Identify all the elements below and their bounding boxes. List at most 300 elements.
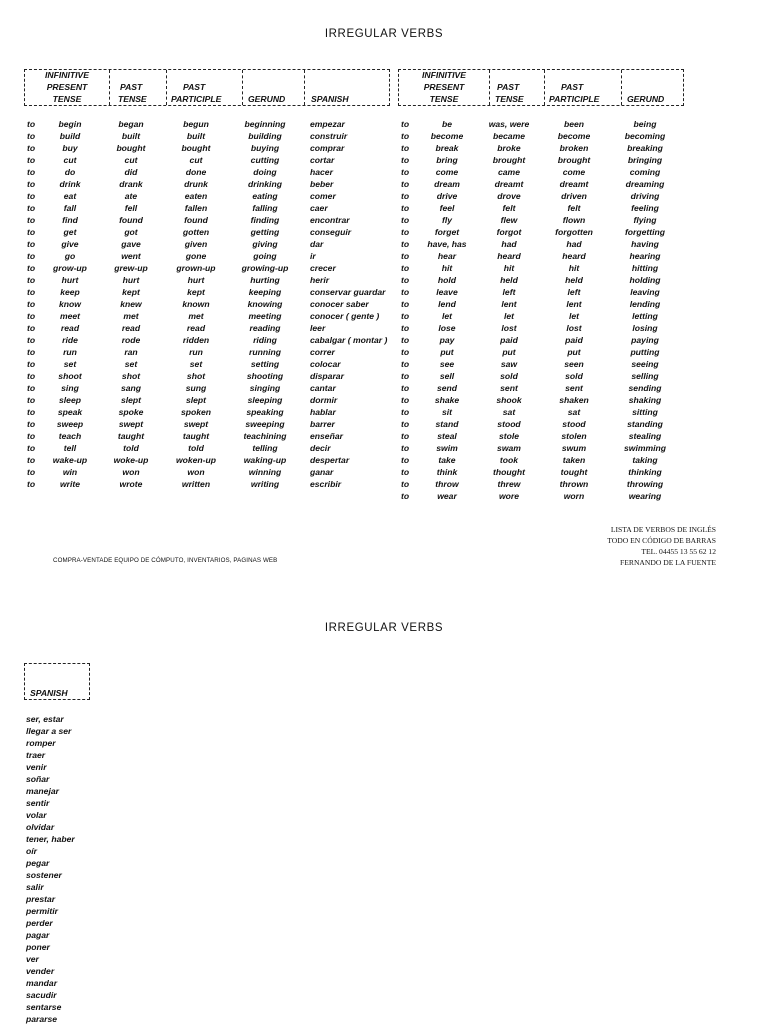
header-label: TENSE (429, 94, 459, 104)
past-participle-cell: swum (561, 443, 587, 453)
infinitive-cell: lose (438, 323, 456, 333)
to-label: to (27, 215, 36, 225)
spanish-cell: disparar (310, 371, 344, 381)
gerund-cell: becoming (624, 131, 666, 141)
header-label: TENSE (495, 94, 524, 104)
to-label: to (401, 467, 410, 477)
past-participle-cell: left (567, 287, 581, 297)
to-label: to (401, 287, 410, 297)
spanish-cell: comer (310, 191, 336, 201)
past-participle-cell: told (188, 443, 204, 453)
spanish-cell: cortar (310, 155, 335, 165)
gerund-cell: throwing (626, 479, 664, 489)
infinitive-cell: sweep (56, 419, 84, 429)
to-label: to (27, 323, 36, 333)
list-item: olvidar (26, 822, 55, 832)
past-participle-cell: forgotten (555, 227, 593, 237)
table-row (0, 382, 768, 394)
past-participle-cell: taken (562, 455, 586, 465)
gerund-cell: cutting (250, 155, 280, 165)
past-participle-cell: shot (186, 371, 206, 381)
table-row (0, 406, 768, 418)
to-label: to (27, 131, 36, 141)
spanish-cell: leer (310, 323, 326, 333)
gerund-cell: forgetting (624, 227, 666, 237)
footer-right-line: FERNANDO DE LA FUENTE (620, 558, 716, 567)
to-label: to (27, 455, 36, 465)
past-participle-cell: ridden (182, 335, 210, 345)
gerund-cell: feeling (631, 203, 659, 213)
gerund-cell: wearing (628, 491, 662, 501)
gerund-cell: doing (253, 167, 277, 177)
gerund-cell: reading (249, 323, 281, 333)
past-tense-cell: had (501, 239, 517, 249)
infinitive-cell: run (63, 347, 77, 357)
table-row (0, 202, 768, 214)
past-tense-cell: broke (497, 143, 521, 153)
to-label: to (401, 119, 410, 129)
spanish-cell: cabalgar ( montar ) (310, 335, 388, 345)
gerund-cell: sending (628, 383, 662, 393)
to-label: to (401, 479, 410, 489)
infinitive-cell: throw (435, 479, 459, 489)
table-row (0, 418, 768, 430)
past-participle-cell: driven (561, 191, 587, 201)
past-participle-cell: stolen (561, 431, 587, 441)
past-participle-cell: written (181, 479, 211, 489)
infinitive-cell: hear (437, 251, 457, 261)
to-label: to (401, 143, 410, 153)
spanish-cell: dar (310, 239, 324, 249)
gerund-cell: singing (249, 383, 281, 393)
infinitive-cell: bring (436, 155, 458, 165)
infinitive-cell: sing (61, 383, 79, 393)
past-tense-cell: lent (501, 299, 517, 309)
gerund-cell: sweeping (245, 419, 285, 429)
infinitive-cell: shoot (58, 371, 82, 381)
spanish-cell: crecer (310, 263, 336, 273)
past-tense-cell: lost (501, 323, 517, 333)
gerund-cell: shaking (628, 395, 662, 405)
to-label: to (27, 239, 36, 249)
past-tense-cell: left (502, 287, 516, 297)
infinitive-cell: give (61, 239, 79, 249)
past-tense-cell: set (124, 359, 138, 369)
gerund-cell: breaking (627, 143, 663, 153)
to-label: to (401, 215, 410, 225)
to-label: to (401, 155, 410, 165)
to-label: to (27, 191, 36, 201)
header-label: SPANISH (311, 94, 349, 104)
spanish-cell: conservar guardar (310, 287, 386, 297)
past-tense-cell: did (124, 167, 138, 177)
past-participle-cell: done (185, 167, 207, 177)
infinitive-cell: build (59, 131, 81, 141)
spanish-cell: conocer saber (310, 299, 369, 309)
to-label: to (27, 275, 36, 285)
past-participle-cell: gone (185, 251, 207, 261)
to-label: to (27, 383, 36, 393)
gerund-cell: having (631, 239, 659, 249)
past-participle-cell: fallen (184, 203, 208, 213)
gerund-cell: meeting (248, 311, 282, 321)
infinitive-cell: do (64, 167, 76, 177)
past-participle-cell: brought (557, 155, 591, 165)
infinitive-cell: win (62, 467, 78, 477)
infinitive-cell: set (63, 359, 77, 369)
list-item: venir (26, 762, 47, 772)
right-verb-table (0, 118, 768, 502)
gerund-cell: running (249, 347, 281, 357)
infinitive-cell: ride (62, 335, 78, 345)
to-label: to (401, 491, 410, 501)
infinitive-cell: have, has (427, 239, 467, 249)
infinitive-cell: swim (436, 443, 458, 453)
list-item: vender (26, 966, 55, 976)
to-label: to (401, 359, 410, 369)
past-tense-cell: grew-up (114, 263, 148, 273)
past-tense-cell: forgot (496, 227, 522, 237)
footer-right-line: TEL. 04455 13 55 62 12 (641, 547, 716, 556)
header-spanish (304, 70, 389, 105)
table-row (0, 226, 768, 238)
infinitive-cell: shake (434, 395, 460, 405)
past-participle-cell: run (189, 347, 203, 357)
spanish-cell: beber (310, 179, 334, 189)
header-label: GERUND (248, 94, 286, 104)
table-row (0, 118, 768, 130)
to-label: to (401, 371, 410, 381)
list-item: sostener (26, 870, 62, 880)
past-tense-cell: told (123, 443, 139, 453)
past-tense-cell: hit (503, 263, 515, 273)
table-row (0, 298, 768, 310)
infinitive-cell: wear (437, 491, 457, 501)
infinitive-cell: keep (60, 287, 80, 297)
gerund-cell: swimming (623, 443, 667, 453)
page2-spanish-header (24, 663, 90, 700)
header-label: TENSE (52, 94, 82, 104)
past-tense-cell: saw (500, 359, 518, 369)
past-participle-cell: flown (562, 215, 586, 225)
infinitive-cell: drive (436, 191, 458, 201)
header-infinitive (25, 70, 109, 105)
infinitive-cell: cut (63, 155, 77, 165)
gerund-cell: telling (252, 443, 278, 453)
spanish-cell: conocer ( gente ) (310, 311, 380, 321)
past-participle-cell: become (557, 131, 591, 141)
to-label: to (27, 419, 36, 429)
past-participle-cell: sold (565, 371, 583, 381)
spanish-cell: enseñar (310, 431, 343, 441)
past-tense-cell: went (121, 251, 141, 261)
gerund-cell: leaving (630, 287, 660, 297)
gerund-cell: putting (630, 347, 660, 357)
infinitive-cell: break (435, 143, 459, 153)
past-participle-cell: broken (559, 143, 589, 153)
spanish-cell: conseguir (310, 227, 352, 237)
infinitive-cell: eat (63, 191, 77, 201)
past-participle-cell: had (566, 239, 582, 249)
infinitive-cell: think (436, 467, 458, 477)
list-item: volar (26, 810, 47, 820)
to-label: to (27, 347, 36, 357)
list-item: permitir (26, 906, 58, 916)
to-label: to (27, 479, 36, 489)
spanish-cell: cantar (310, 383, 336, 393)
spanish-cell: hablar (310, 407, 336, 417)
past-tense-cell: sent (500, 383, 518, 393)
to-label: to (401, 347, 410, 357)
header-label: INFINITIVE (45, 70, 89, 80)
past-tense-cell: paid (500, 335, 518, 345)
footer-left-text: COMPRA-VENTADE EQUIPO DE CÓMPUTO, INVENTARIOS, PAGINAS WEB (53, 557, 278, 564)
to-label: to (401, 395, 410, 405)
past-tense-cell: drove (497, 191, 521, 201)
past-participle-cell: lost (566, 323, 582, 333)
list-item: tener, haber (26, 834, 75, 844)
header-infinitive (399, 70, 489, 105)
past-tense-cell: bought (116, 143, 146, 153)
past-participle-cell: shaken (559, 395, 589, 405)
to-label: to (401, 407, 410, 417)
past-participle-cell: woken-up (175, 455, 217, 465)
to-label: to (27, 251, 36, 261)
table-row (0, 466, 768, 478)
infinitive-cell: come (435, 167, 459, 177)
past-tense-cell: shook (496, 395, 522, 405)
gerund-cell: dreaming (625, 179, 665, 189)
header-label: PAST (120, 82, 143, 92)
gerund-cell: coming (629, 167, 661, 177)
table-row (0, 166, 768, 178)
infinitive-cell: know (59, 299, 81, 309)
gerund-cell: stealing (628, 431, 662, 441)
past-participle-cell: let (568, 311, 580, 321)
to-label: to (401, 323, 410, 333)
past-tense-cell: stole (498, 431, 520, 441)
list-item: pararse (26, 1014, 58, 1024)
table-row (0, 442, 768, 454)
infinitive-cell: sit (441, 407, 453, 417)
infinitive-cell: read (60, 323, 80, 333)
list-item: mandar (26, 978, 58, 988)
gerund-cell: selling (631, 371, 659, 381)
infinitive-cell: sleep (59, 395, 81, 405)
spanish-cell: comprar (310, 143, 345, 153)
gerund-cell: seeing (631, 359, 659, 369)
spanish-cell: correr (310, 347, 335, 357)
gerund-cell: setting (250, 359, 280, 369)
gerund-cell: winning (248, 467, 282, 477)
infinitive-cell: sell (439, 371, 455, 381)
past-tense-cell: won (122, 467, 140, 477)
header-past-tense (489, 70, 544, 105)
past-tense-cell: woke-up (113, 455, 149, 465)
gerund-cell: standing (627, 419, 663, 429)
gerund-cell: teachining (243, 431, 287, 441)
table-row (0, 274, 768, 286)
spanish-cell: caer (310, 203, 328, 213)
past-participle-cell: built (186, 131, 206, 141)
past-participle-cell: held (565, 275, 583, 285)
table-row (0, 178, 768, 190)
gerund-cell: driving (630, 191, 660, 201)
page-title: IRREGULAR VERBS (324, 28, 444, 40)
table-row (0, 370, 768, 382)
header-past-participle (544, 70, 621, 105)
header-label: PRESENT (46, 82, 88, 92)
past-participle-cell: taught (182, 431, 210, 441)
to-label: to (27, 371, 36, 381)
past-participle-cell: come (562, 167, 586, 177)
to-label: to (27, 155, 36, 165)
list-item: ser, estar (26, 714, 64, 724)
to-label: to (401, 251, 410, 261)
infinitive-cell: lend (438, 299, 456, 309)
gerund-cell: waking-up (243, 455, 287, 465)
to-label: to (401, 131, 410, 141)
header-label: SPANISH (30, 688, 68, 698)
infinitive-cell: take (438, 455, 456, 465)
gerund-cell: giving (252, 239, 278, 249)
past-participle-cell: found (184, 215, 208, 225)
gerund-cell: hitting (631, 263, 659, 273)
spanish-cell: ganar (310, 467, 334, 477)
table-row (0, 322, 768, 334)
table-row (0, 310, 768, 322)
infinitive-cell: become (430, 131, 464, 141)
past-tense-cell: kept (122, 287, 140, 297)
footer-right-block (607, 524, 716, 568)
past-participle-cell: read (186, 323, 206, 333)
gerund-cell: flying (633, 215, 657, 225)
header-label: PARTICIPLE (549, 94, 600, 104)
past-tense-cell: thought (493, 467, 525, 477)
page2-spanish-list (26, 713, 75, 1025)
to-label: to (401, 167, 410, 177)
infinitive-cell: hurt (61, 275, 79, 285)
infinitive-cell: go (64, 251, 76, 261)
infinitive-cell: find (62, 215, 78, 225)
past-tense-cell: took (499, 455, 519, 465)
header-label: PAST (183, 82, 206, 92)
past-tense-cell: ran (124, 347, 138, 357)
past-tense-cell: got (124, 227, 138, 237)
to-label: to (401, 431, 410, 441)
past-participle-cell: lent (566, 299, 582, 309)
to-label: to (27, 431, 36, 441)
table-row (0, 346, 768, 358)
past-tense-cell: wrote (119, 479, 143, 489)
list-item: pagar (26, 930, 50, 940)
infinitive-cell: speak (57, 407, 83, 417)
past-tense-cell: drank (119, 179, 143, 189)
infinitive-cell: forget (434, 227, 460, 237)
to-label: to (401, 335, 410, 345)
to-label: to (401, 239, 410, 249)
gerund-cell: riding (253, 335, 277, 345)
table-row (0, 490, 768, 502)
infinitive-cell: hold (437, 275, 457, 285)
gerund-cell: shooting (246, 371, 284, 381)
past-participle-cell: swept (183, 419, 209, 429)
table-row (0, 262, 768, 274)
past-participle-cell: thrown (559, 479, 589, 489)
past-tense-cell: found (119, 215, 143, 225)
past-participle-cell: known (182, 299, 210, 309)
spanish-cell: ir (310, 251, 316, 261)
infinitive-cell: write (59, 479, 81, 489)
spanish-cell: encontrar (310, 215, 350, 225)
to-label: to (401, 299, 410, 309)
past-participle-cell: met (188, 311, 204, 321)
past-tense-cell: came (498, 167, 520, 177)
header-label: GERUND (627, 94, 665, 104)
gerund-cell: drinking (248, 179, 282, 189)
past-tense-cell: sat (502, 407, 516, 417)
past-participle-cell: given (184, 239, 208, 249)
past-tense-cell: became (492, 131, 525, 141)
footer-right-line: LISTA DE VERBOS DE INGLÉS (610, 525, 716, 534)
spanish-cell: despertar (310, 455, 350, 465)
past-tense-cell: hurt (122, 275, 140, 285)
gerund-cell: sleeping (247, 395, 283, 405)
list-item: oír (26, 846, 37, 856)
gerund-cell: knowing (247, 299, 283, 309)
to-label: to (401, 263, 410, 273)
infinitive-cell: steal (437, 431, 457, 441)
to-label: to (401, 203, 410, 213)
table-row (0, 286, 768, 298)
list-item: poner (26, 942, 50, 952)
header-label: PAST (497, 82, 520, 92)
to-label: to (27, 179, 36, 189)
infinitive-cell: fall (63, 203, 77, 213)
infinitive-cell: feel (439, 203, 455, 213)
list-item: sentir (26, 798, 50, 808)
gerund-cell: hurting (250, 275, 280, 285)
past-tense-cell: ate (124, 191, 138, 201)
infinitive-cell: buy (62, 143, 78, 153)
to-label: to (401, 227, 410, 237)
past-participle-cell: heard (562, 251, 586, 261)
right-table-header (398, 69, 684, 106)
past-participle-cell: drunk (184, 179, 208, 189)
spanish-cell: colocar (310, 359, 341, 369)
past-tense-cell: rode (121, 335, 141, 345)
spanish-cell: escribir (310, 479, 342, 489)
header-label: PAST (561, 82, 584, 92)
list-item: llegar a ser (26, 726, 72, 736)
list-item: salir (26, 882, 44, 892)
list-item: perder (26, 918, 53, 928)
to-label: to (401, 275, 410, 285)
gerund-cell: hearing (629, 251, 661, 261)
table-row (0, 358, 768, 370)
gerund-cell: sitting (632, 407, 658, 417)
to-label: to (27, 167, 36, 177)
gerund-cell: finding (250, 215, 280, 225)
past-tense-cell: flew (500, 215, 518, 225)
gerund-cell: paying (631, 335, 659, 345)
table-row (0, 454, 768, 466)
gerund-cell: losing (632, 323, 658, 333)
gerund-cell: thinking (628, 467, 662, 477)
infinitive-cell: get (63, 227, 77, 237)
infinitive-cell: drink (59, 179, 81, 189)
list-item: ver (26, 954, 39, 964)
